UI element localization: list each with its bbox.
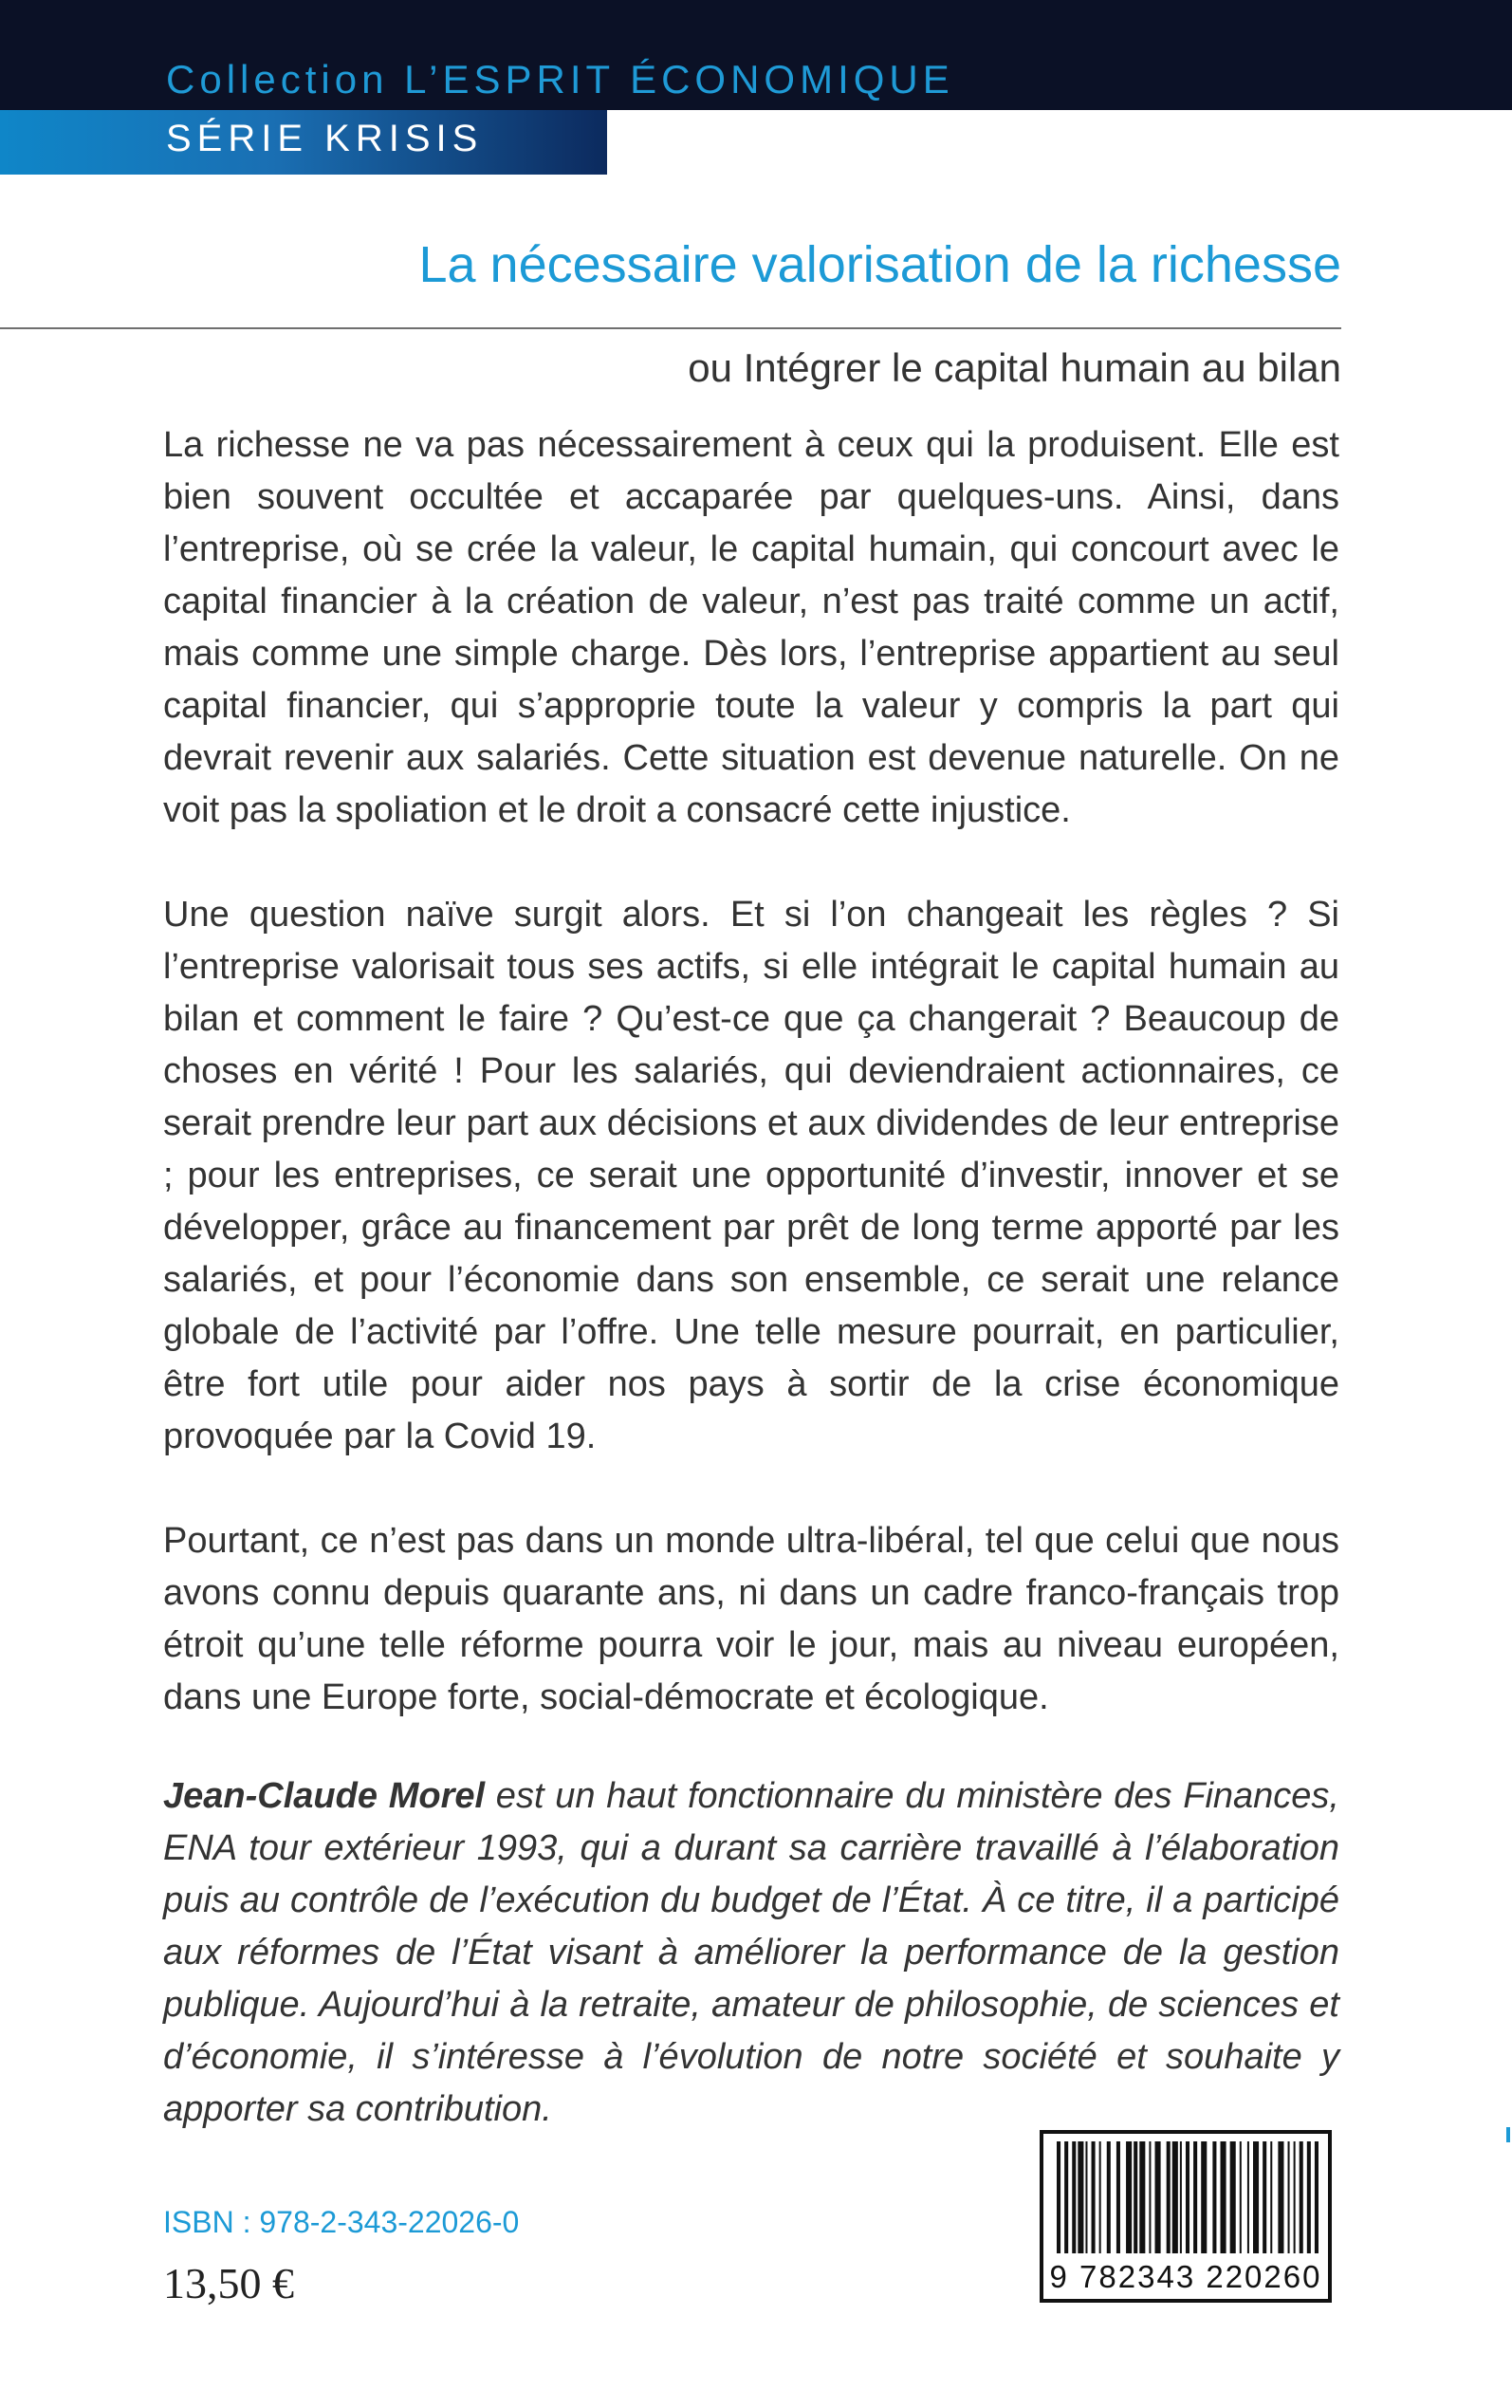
summary-paragraph-3: Pourtant, ce n’est pas dans un monde ultra-libéral, tel que celui que nous avons connu depuis quarante ans, ni dans un cadre franco-français trop étroit qu’une telle réforme pourra voir le jour, mais au niveau européen, dans une Europe forte, social-démocrate et écologique.: [163, 1521, 1339, 1717]
barcode-bar: [1107, 2141, 1111, 2253]
author-biography: [163, 1770, 1339, 2136]
edge-mark: [1506, 2127, 1510, 2142]
barcode-number: 9 782343 220260: [1049, 2259, 1322, 2294]
barcode-bar: [1167, 2141, 1171, 2253]
barcode-bar: [1263, 2141, 1266, 2253]
barcode-bar: [1278, 2141, 1283, 2253]
barcode-bar: [1247, 2141, 1249, 2253]
barcode-bar: [1064, 2141, 1068, 2253]
barcode-bar: [1139, 2141, 1145, 2253]
title-divider: [0, 327, 1341, 329]
summary-paragraph-1: La richesse ne va pas nécessairement à ceux qui la produisent. Elle est bien souvent occultée et accaparée par quelques-uns. Ainsi, dans l’entreprise, où se crée la valeur, le capital humain, qui concourt avec le capital financier à la création de valeur, n’est pas traité comme un actif, mais comme une simple charge. Dès lors, l’entreprise appartient au seul capital financier, qui s’approprie toute la valeur y compris la part qui devrait revenir aux salariés. Cette situation est devenue naturelle. On ne voit pas la spoliation et le droit a consacré cette injustice.: [163, 425, 1339, 830]
barcode-bar: [1221, 2141, 1226, 2253]
barcode-bar: [1149, 2141, 1151, 2253]
barcode-bar: [1085, 2141, 1087, 2253]
isbn: ISBN : 978-2-343-22026-0: [163, 2205, 520, 2239]
series-name: SÉRIE KRISIS: [166, 118, 484, 159]
barcode-bar: [1180, 2141, 1182, 2253]
barcode-bar: [1230, 2141, 1236, 2253]
barcode-bar: [1253, 2141, 1259, 2253]
book-title: La nécessaire valorisation de la richesse: [418, 236, 1341, 293]
price: 13,50 €: [163, 2259, 294, 2307]
barcode-bar: [1270, 2141, 1272, 2253]
author-name: Jean-Claude Morel: [163, 1776, 486, 1816]
header-band: [0, 0, 1512, 110]
series-band: [0, 110, 607, 175]
barcode-bar: [1193, 2141, 1197, 2253]
barcode-bar: [1288, 2141, 1290, 2253]
barcode-bar: [1294, 2141, 1296, 2253]
barcode: [1040, 2130, 1332, 2303]
barcode-bar: [1072, 2141, 1076, 2253]
barcode-bar: [1172, 2141, 1178, 2253]
book-subtitle: ou Intégrer le capital humain au bilan: [688, 345, 1341, 390]
barcode-bar: [1240, 2141, 1242, 2253]
barcode-bar: [1315, 2141, 1318, 2253]
barcode-bar: [1201, 2141, 1207, 2253]
barcode-bars: [1057, 2141, 1318, 2253]
barcode-bar: [1099, 2141, 1101, 2253]
barcode-bar: [1155, 2141, 1161, 2253]
barcode-bar: [1116, 2141, 1120, 2253]
summary-paragraph-2: Une question naïve surgit alors. Et si l’on changeait les règles ? Si l’entreprise valorisait tous ses actifs, si elle intégrait le capital humain au bilan et comment le faire ? Qu’est-ce que ça changerait ? Beaucoup de choses en vérité ! Pour les salariés, qui deviendraient actionnaires, ce serait prendre leur part aux décisions et aux dividendes de leur entreprise ; pour les entreprises, ce serait une opportunité d’investir, innover et se développer, grâce au financement par prêt de long terme apporté par les salariés, et pour l’économie dans son ensemble, ce serait une relance globale de l’activité par l’offre. Une telle mesure pourrait, en particulier, être fort utile pour aider nos pays à sortir de la crise économique provoquée par la Covid 19.: [163, 895, 1339, 1456]
barcode-bar: [1078, 2141, 1083, 2253]
barcode-bar: [1126, 2141, 1132, 2253]
barcode-bar: [1300, 2141, 1303, 2253]
barcode-bar: [1092, 2141, 1096, 2253]
barcode-bar: [1057, 2141, 1060, 2253]
barcode-bar: [1212, 2141, 1216, 2253]
barcode-bar: [1186, 2141, 1189, 2253]
collection-name: Collection L’ESPRIT ÉCONOMIQUE: [166, 57, 954, 102]
summary-text: [163, 419, 1339, 1776]
barcode-bar: [1307, 2141, 1311, 2253]
barcode-bar: [1134, 2141, 1137, 2253]
author-bio-text: est un haut fonctionnaire du ministère des Finances, ENA tour extérieur 1993, qui a durant sa carrière travaillé à l’élaboration puis au contrôle de l’exécution du budget de l’État. À ce titre, il a participé aux réformes de l’État visant à améliorer la performance de la gestion publique. Aujourd’hui à la retraite, amateur de philosophie, de sciences et d’économie, il s’intéresse à l’évolution de notre société et souhaite y apporter sa contribution.: [163, 1776, 1339, 2129]
